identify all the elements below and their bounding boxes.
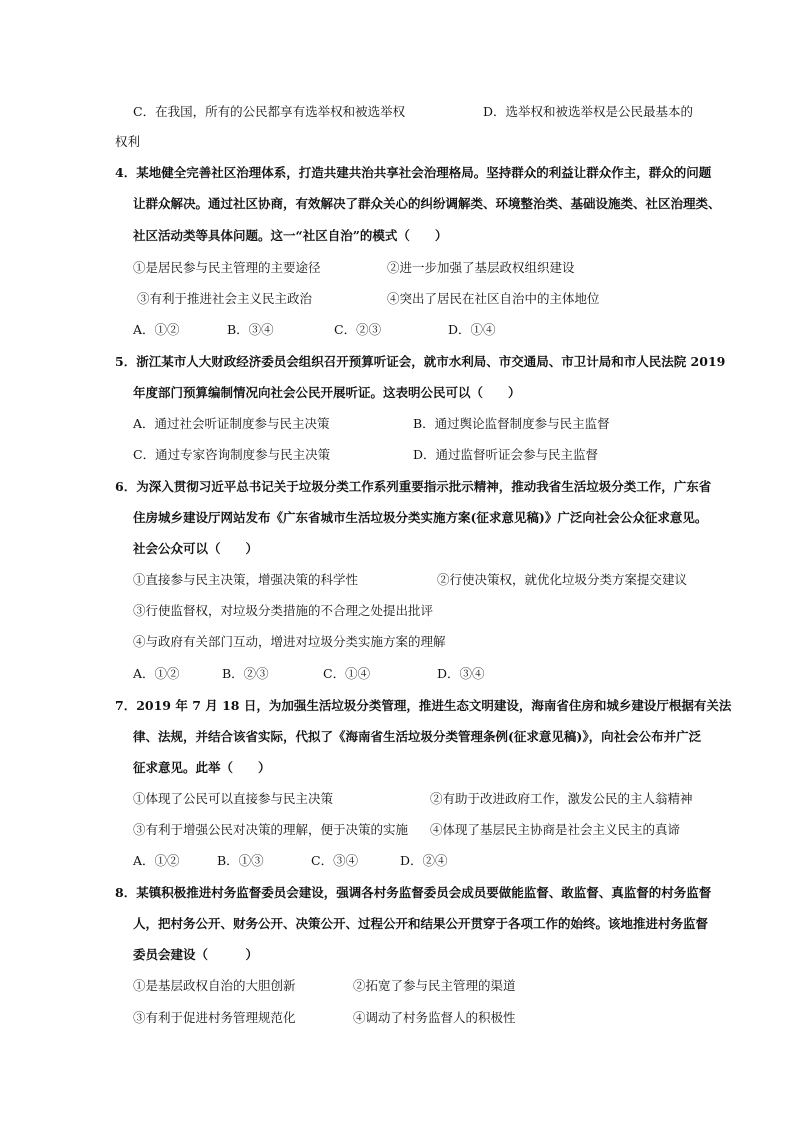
q7-option-b: B．①③: [217, 853, 264, 868]
q7-option-a: A．①②: [133, 853, 180, 868]
q8-statement-4: ④调动了村务监督人的积极性: [353, 1010, 516, 1025]
q8-stem-line2: 人，把村务公开、财务公开、决策公开、过程公开和结果公开贯穿于各项工作的始终。该地推进村务监督: [133, 916, 709, 931]
q6-option-c: C．①④: [323, 666, 371, 681]
q4-option-d: D．①④: [448, 322, 496, 337]
q4-statement-1: ①是居民参与民主管理的主要途径: [133, 260, 321, 275]
q5-stem-line2: 年度部门预算编制情况向社会公民开展听证。这表明公民可以（ ）: [133, 385, 521, 400]
q7-option-c: C．③④: [311, 853, 359, 868]
q6-option-b: B．②③: [222, 666, 269, 681]
q7-statement-2: ②有助于改进政府工作，激发公民的主人翁精神: [430, 791, 693, 806]
q6-statement-2: ②行使决策权，就优化垃圾分类方案提交建议: [437, 572, 688, 587]
q7-statement-4: ④体现了基层民主协商是社会主义民主的真谛: [430, 822, 681, 837]
q4-option-b: B．③④: [227, 322, 274, 337]
q8-stem-line3: 委员会建设（ ）: [133, 947, 259, 962]
q8-statement-1: ①是基层政权自治的大胆创新: [133, 978, 296, 993]
q5-option-b: B．通过舆论监督制度参与民主监督: [413, 416, 610, 431]
q6-option-a: A．①②: [133, 666, 180, 681]
q7-statement-3: ③有利于增强公民对决策的理解，便于决策的实施: [133, 822, 409, 837]
q5-option-a: A．通过社会听证制度参与民主决策: [133, 416, 330, 431]
q4-stem-line1: 4．某地健全完善社区治理体系，打造共建共治共享社会治理格局。坚持群众的利益让群众作主，群众的问题: [115, 165, 712, 180]
q6-statement-3: ③行使监督权，对垃圾分类措施的不合理之处提出批评: [133, 603, 434, 618]
q8-statement-3: ③有利于促进村务管理规范化: [133, 1010, 296, 1025]
q4-stem-line2: 让群众解决。通过社区协商，有效解决了群众关心的纠纷调解类、环境整治类、基础设施类、社区治理类、: [133, 196, 721, 211]
q4-option-a: A．①②: [133, 322, 180, 337]
q7-option-d: D．②④: [400, 853, 448, 868]
q6-option-d: D．③④: [437, 666, 485, 681]
q7-stem-line3: 征求意见。此举（ ）: [133, 760, 271, 775]
q4-statement-3: ③有利于推进社会主义民主政治: [137, 291, 313, 306]
q8-statement-2: ②拓宽了参与民主管理的渠道: [353, 978, 516, 993]
q4-statement-2: ②进一步加强了基层政权组织建设: [387, 260, 575, 275]
q4-option-c: C．②③: [334, 322, 382, 337]
q3-option-d-cont: 权利: [115, 134, 141, 149]
q7-stem-line2: 律、法规，并结合该省实际，代拟了《海南省生活垃圾分类管理条例(征求意见稿)》，向社会公布并广泛: [133, 729, 702, 744]
q7-stem-line1: 7．2019 年 7 月 18 日，为加强生活垃圾分类管理，推进生态文明建设，海南省住房和城乡建设厅根据有关法: [115, 698, 732, 713]
q8-stem-line1: 8．某镇积极推进村务监督委员会建设，强调各村务监督委员会成员要做能监督、敢监督、真监督的村务监督: [115, 885, 712, 900]
q5-option-c: C．通过专家咨询制度参与民主决策: [133, 447, 331, 462]
q4-stem-line3: 社区活动类等具体问题。这一“社区自治”的模式（ ）: [133, 228, 448, 243]
q6-stem-line3: 社会公众可以（ ）: [133, 541, 259, 556]
q3-option-d: D．选举权和被选举权是公民最基本的: [483, 104, 694, 119]
q6-stem-line1: 6．为深入贯彻习近平总书记关于垃圾分类工作系列重要指示批示精神，推动我省生活垃圾分类工作，广东省: [115, 479, 712, 494]
q6-statement-1: ①直接参与民主决策，增强决策的科学性: [133, 572, 359, 587]
q6-statement-4: ④与政府有关部门互动，增进对垃圾分类实施方案的理解: [133, 634, 446, 649]
q5-stem-line1: 5．浙江某市人大财政经济委员会组织召开预算听证会，就市水利局、市交通局、市卫计局和市人民法院 2019: [115, 354, 726, 369]
q3-option-c: C．在我国，所有的公民都享有选举权和被选举权: [133, 104, 406, 119]
q4-statement-4: ④突出了居民在社区自治中的主体地位: [387, 291, 600, 306]
q6-stem-line2: 住房城乡建设厅网站发布《广东省城市生活垃圾分类实施方案(征求意见稿)》广泛向社会公众征求意见。: [133, 510, 708, 525]
q5-option-d: D．通过监督听证会参与民主监督: [413, 447, 599, 462]
q7-statement-1: ①体现了公民可以直接参与民主决策: [133, 791, 334, 806]
